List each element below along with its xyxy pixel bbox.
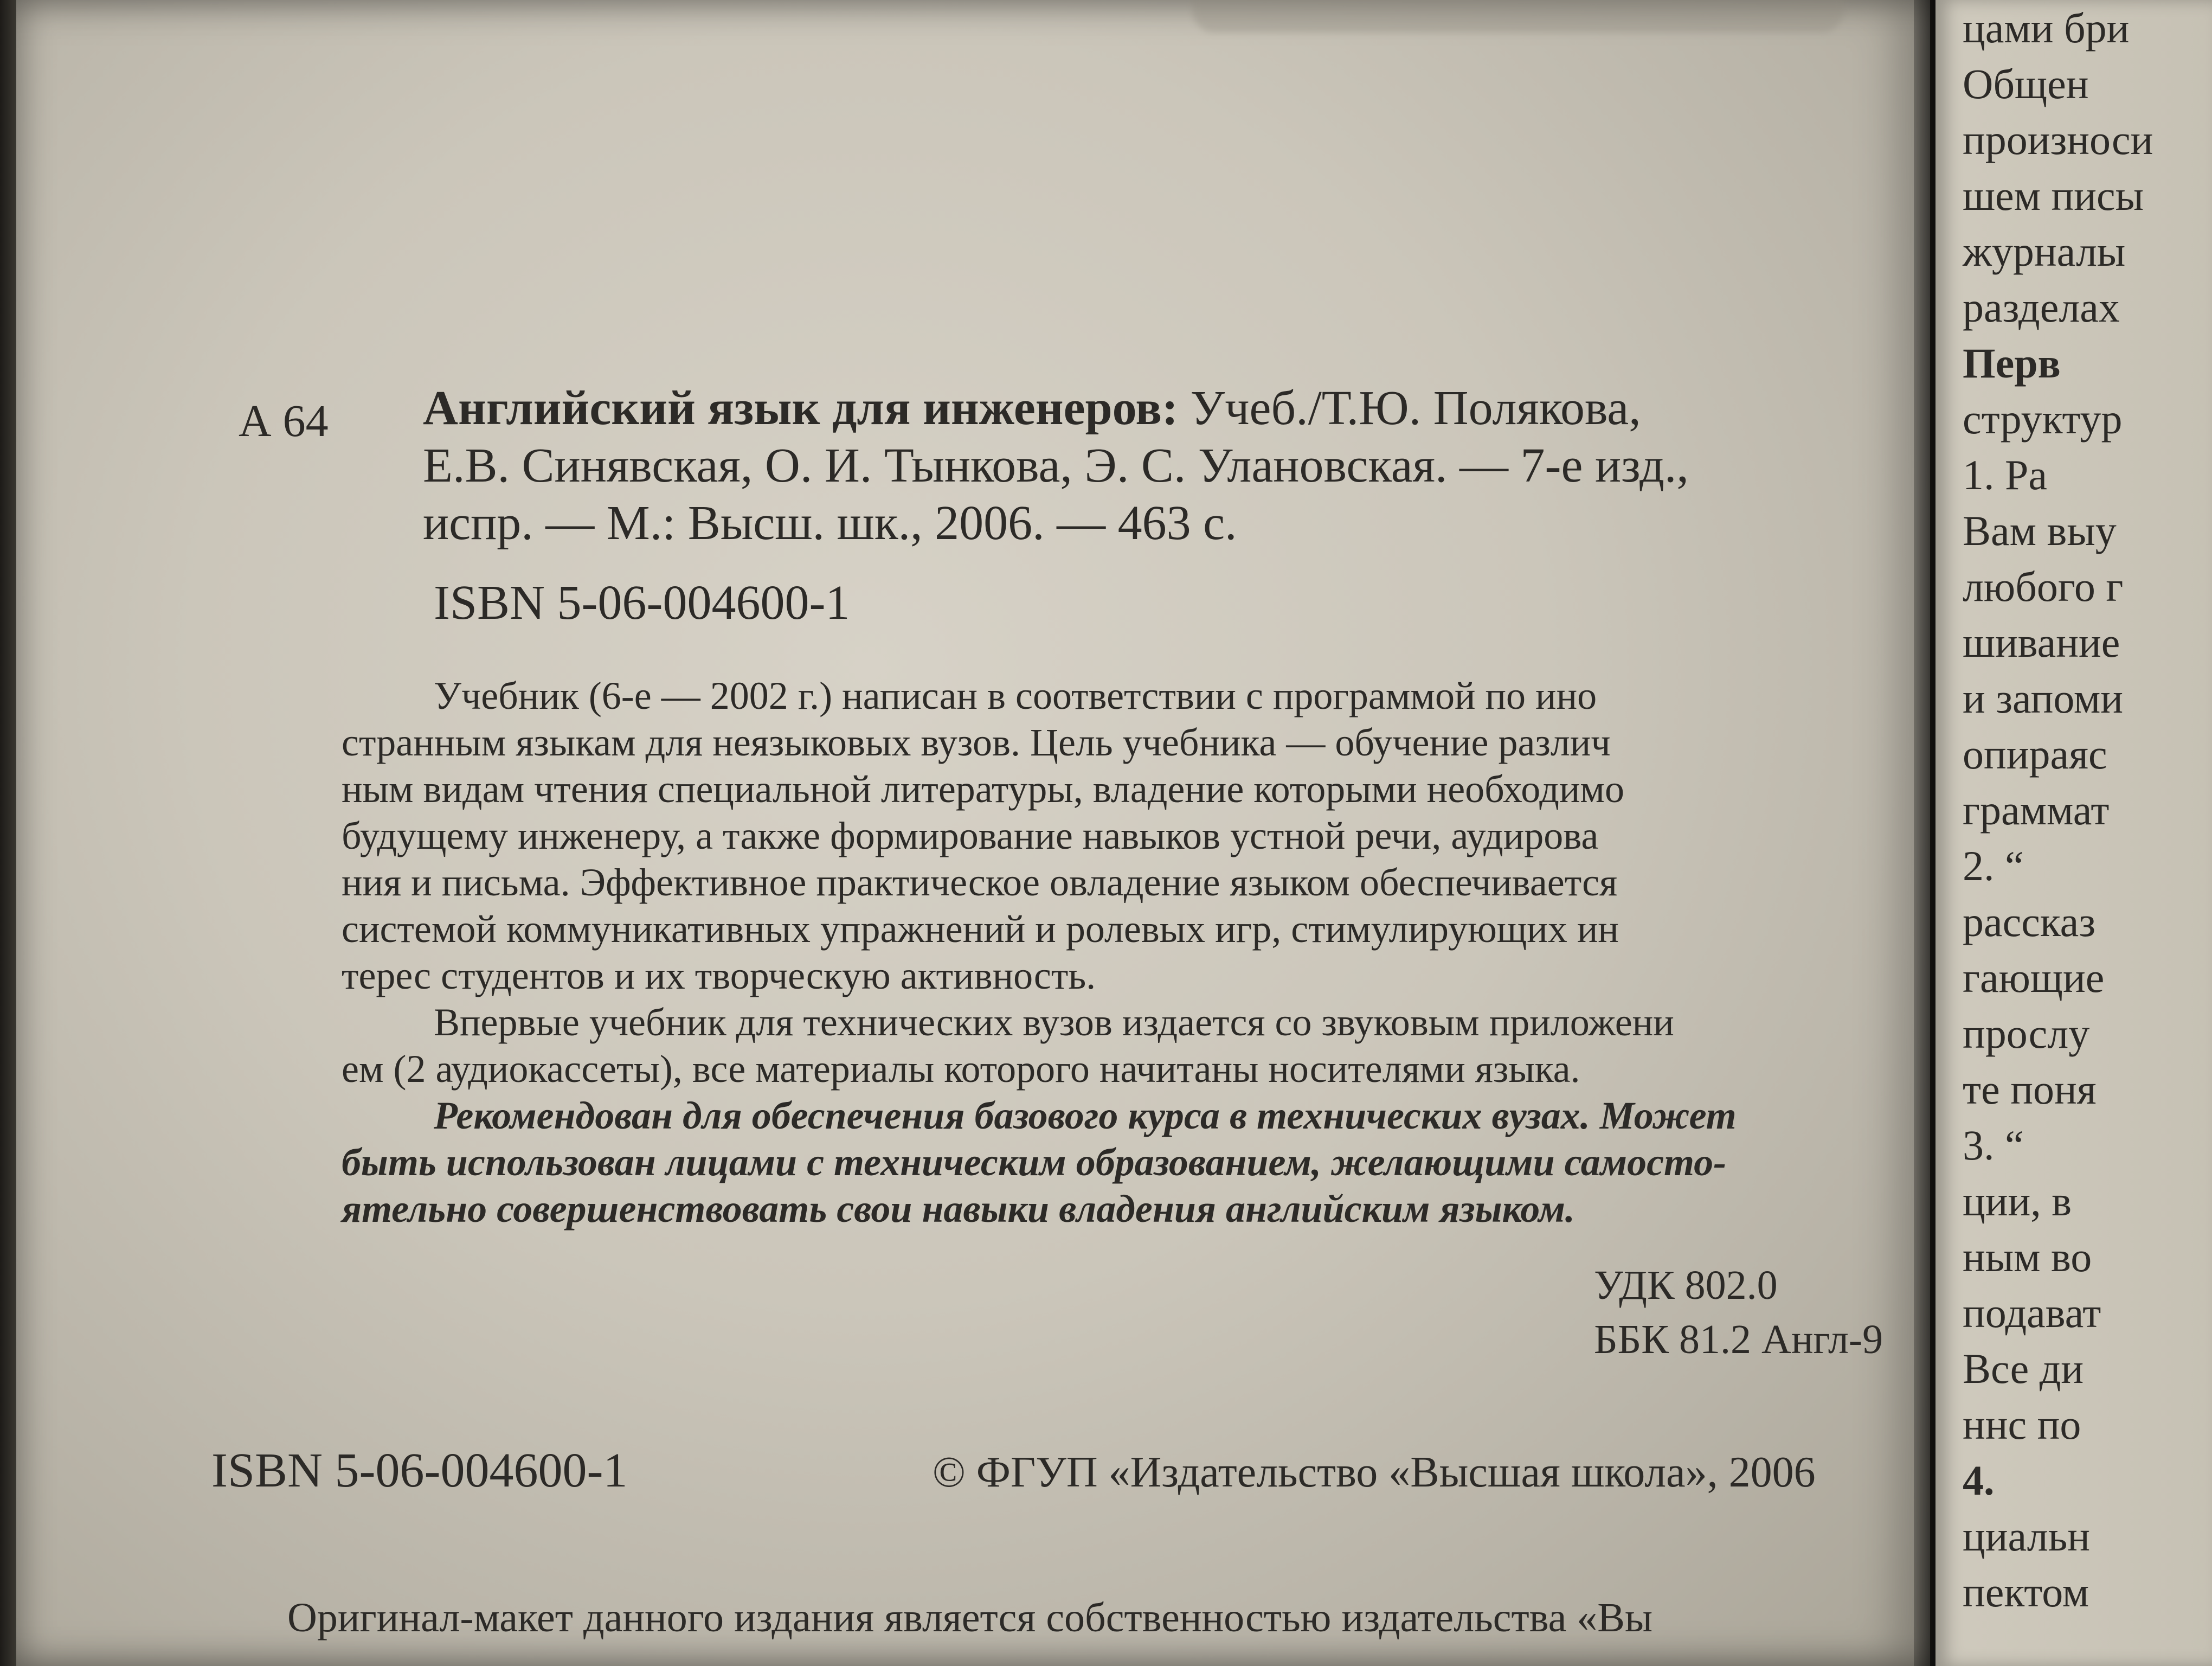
right-page bbox=[1935, 0, 2212, 1666]
annotation-line: терес студентов и их творческую активность. bbox=[342, 954, 1096, 997]
annotation-line: странным языкам для неязыковых вузов. Цель учебника — обучение различ bbox=[342, 721, 1611, 764]
recommendation-line: ятельно совершенствовать свои навыки владения английским языком. bbox=[342, 1187, 1575, 1231]
right-page-line: Общен bbox=[1963, 60, 2089, 107]
annotation-line: будущему инженеру, а также формирование навыков устной речи, аудирова bbox=[342, 814, 1599, 857]
right-page-line: структур bbox=[1963, 395, 2123, 443]
right-page-line: прослу bbox=[1963, 1010, 2090, 1057]
book-edge bbox=[0, 0, 16, 1666]
annotation-line: системой коммуникативных упражнений и ролевых игр, стимулирующих ин bbox=[342, 907, 1619, 951]
right-page-line: Все ди bbox=[1963, 1345, 2084, 1392]
right-page-line: рассказ bbox=[1963, 898, 2096, 945]
right-page-line: шивание bbox=[1963, 619, 2120, 666]
catalog-number: А 64 bbox=[239, 396, 329, 446]
footer-note: Оригинал-макет данного издания является собственностью издательства «Вы bbox=[287, 1595, 1653, 1641]
right-page-line: опираяс bbox=[1963, 731, 2107, 778]
citation-line: Е.В. Синявская, О. И. Тынкова, Э. С. Улановская. — 7-е изд., bbox=[423, 439, 1689, 492]
annotation-line: ем (2 аудиокассеты), все материалы которого начитаны носителями языка. bbox=[342, 1047, 1580, 1091]
right-page-line: ции, в bbox=[1963, 1177, 2072, 1225]
right-page-line: 1. Ра bbox=[1963, 451, 2047, 498]
annotation-line: ния и письма. Эффективное практическое овладение языком обеспечивается bbox=[342, 861, 1618, 904]
bbk-code: ББК 81.2 Англ-9 bbox=[1594, 1317, 1883, 1362]
right-page-line: произноси bbox=[1963, 116, 2153, 163]
right-page-line: те поня bbox=[1963, 1066, 2097, 1113]
copyright-notice: © ФГУП «Издательство «Высшая школа», 2006 bbox=[933, 1449, 1816, 1496]
right-page-line: подават bbox=[1963, 1289, 2101, 1336]
right-page-line: 4. bbox=[1963, 1457, 1995, 1504]
right-page-line: 3. “ bbox=[1963, 1122, 2024, 1169]
recommendation-line: Рекомендован для обеспечения базового курса в технических вузах. Может bbox=[434, 1094, 1737, 1137]
right-page-line: ным во bbox=[1963, 1233, 2092, 1280]
show-through-top bbox=[1193, 0, 1843, 33]
annotation-line: ным видам чтения специальной литературы, владение которыми необходимо bbox=[342, 767, 1624, 811]
right-page-line: и запоми bbox=[1963, 675, 2124, 722]
right-page-line: Вам выу bbox=[1963, 507, 2117, 554]
recommendation-line: быть использован лицами с техническим образованием, желающими самосто- bbox=[342, 1140, 1727, 1184]
book-title: Английский язык для инженеров: bbox=[423, 381, 1178, 435]
right-page-line: граммат bbox=[1963, 786, 2110, 834]
right-page-line: пектом bbox=[1963, 1568, 2089, 1616]
right-page-line: журналы bbox=[1963, 228, 2126, 275]
right-page-line: Перв bbox=[1963, 339, 2061, 387]
isbn-bottom: ISBN 5-06-004600-1 bbox=[211, 1444, 628, 1497]
classification-codes bbox=[1594, 1258, 1883, 1367]
citation-authors: Учеб./Т.Ю. Полякова, bbox=[1178, 381, 1641, 435]
right-page-line: шем писы bbox=[1963, 172, 2144, 219]
right-page-line: ннс по bbox=[1963, 1401, 2081, 1448]
show-through-text bbox=[445, 103, 1420, 244]
udk-code: УДК 802.0 bbox=[1594, 1263, 1778, 1308]
annotation-line: Учебник (6-е — 2002 г.) написан в соответствии с программой по ино bbox=[434, 674, 1597, 717]
right-page-line: гающие bbox=[1963, 954, 2105, 1001]
right-page-line: разделах bbox=[1963, 284, 2120, 331]
isbn: ISBN 5-06-004600-1 bbox=[434, 576, 850, 630]
right-page-line: 2. “ bbox=[1963, 842, 2024, 889]
right-page-text bbox=[1963, 0, 2153, 1620]
right-page-line: любого г bbox=[1963, 563, 2124, 610]
right-page-line: цами бри bbox=[1963, 4, 2130, 52]
annotation bbox=[342, 672, 1925, 1232]
annotation-line: Впервые учебник для технических вузов издается со звуковым приложени bbox=[434, 1001, 1674, 1044]
citation-line: испр. — М.: Высш. шк., 2006. — 463 с. bbox=[423, 496, 1237, 550]
right-page-line: циальн bbox=[1963, 1513, 2091, 1560]
bibliographic-citation bbox=[423, 380, 1919, 552]
